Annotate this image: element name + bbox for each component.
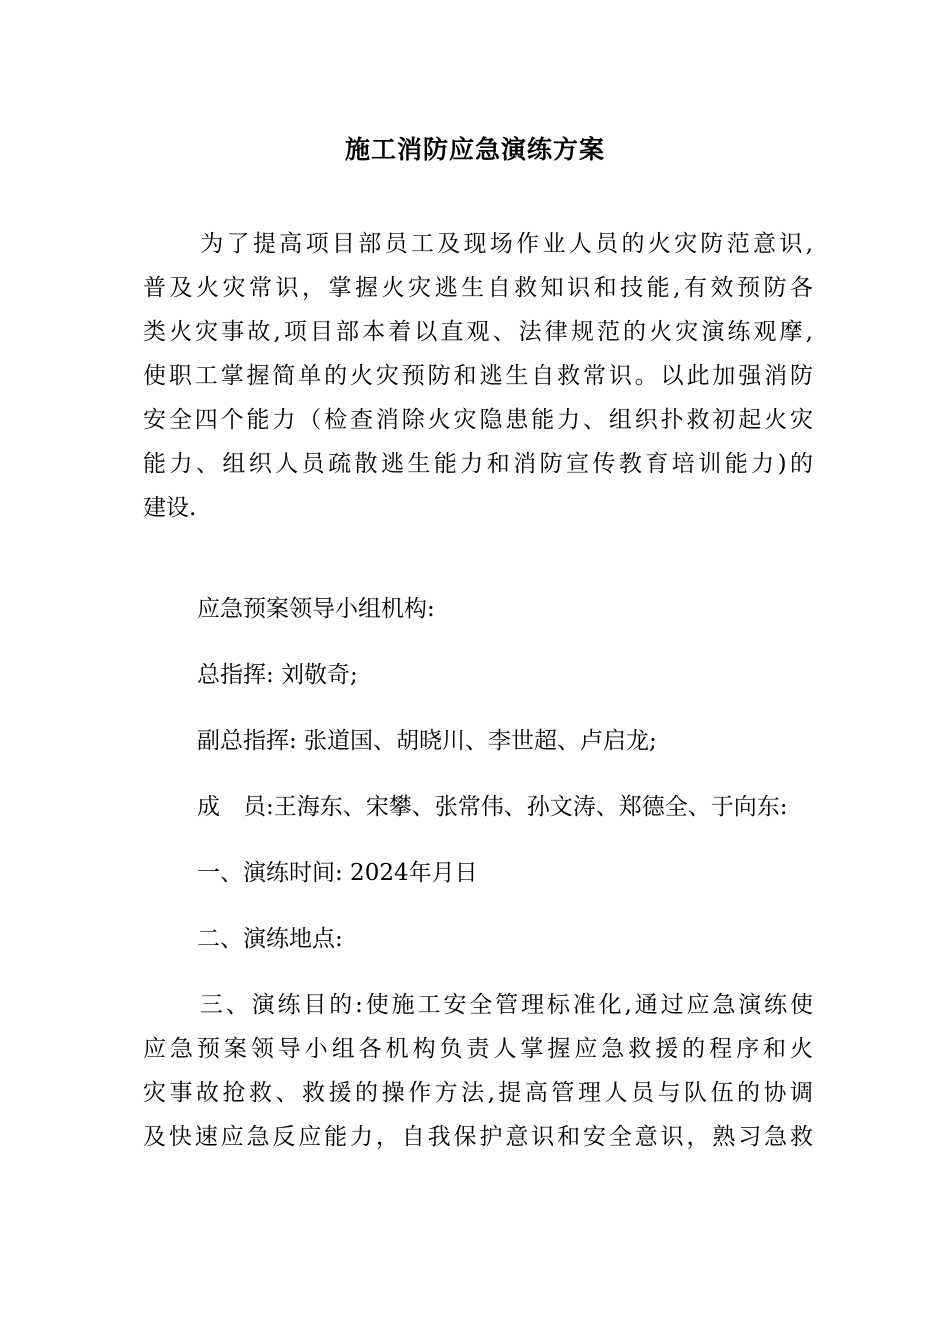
commander-line: 总指挥: 刘敬奇;: [197, 662, 358, 688]
intro-line: 使职工掌握简单的火灾预防和逃生自救常识。以此加强消防: [143, 363, 813, 389]
intro-line: 类火灾事故,项目部本着以直观、法律规范的火灾演练观摩,: [143, 319, 813, 345]
intro-paragraph: [143, 222, 813, 530]
intro-line: 为了提高项目部员工及现场作业人员的火灾防范意识,: [197, 231, 813, 257]
section-drill-time: 一、演练时间: 2024年月日: [197, 860, 478, 886]
members-line: 成 员:王海东、宋攀、张常伟、孙文涛、郑德全、于向东:: [197, 794, 788, 820]
intro-line: 建设.: [143, 495, 197, 521]
deputy-commander-line: 副总指挥: 张道国、胡晓川、李世超、卢启龙;: [197, 728, 657, 754]
leadership-heading: 应急预案领导小组机构:: [197, 596, 435, 622]
section-drill-location: 二、演练地点:: [197, 926, 343, 952]
purpose-line: 三、演练目的:使施工安全管理标准化,通过应急演练使: [197, 992, 813, 1018]
section-drill-purpose: [143, 983, 813, 1159]
purpose-line: 应急预案领导小组各机构负责人掌握应急救援的程序和火: [143, 1036, 813, 1062]
document-title: 施工消防应急演练方案: [344, 135, 605, 164]
purpose-line: 灾事故抢救、救援的操作方法,提高管理人员与队伍的协调: [143, 1080, 813, 1106]
intro-line: 能力、组织人员疏散逃生能力和消防宣传教育培训能力)的: [143, 451, 813, 477]
purpose-line: 及快速应急反应能力，自我保护意识和安全意识，熟习急救: [143, 1124, 813, 1150]
intro-line: 普及火灾常识，掌握火灾逃生自救知识和技能,有效预防各: [143, 275, 813, 301]
intro-line: 安全四个能力（检查消除火灾隐患能力、组织扑救初起火灾: [143, 407, 813, 433]
